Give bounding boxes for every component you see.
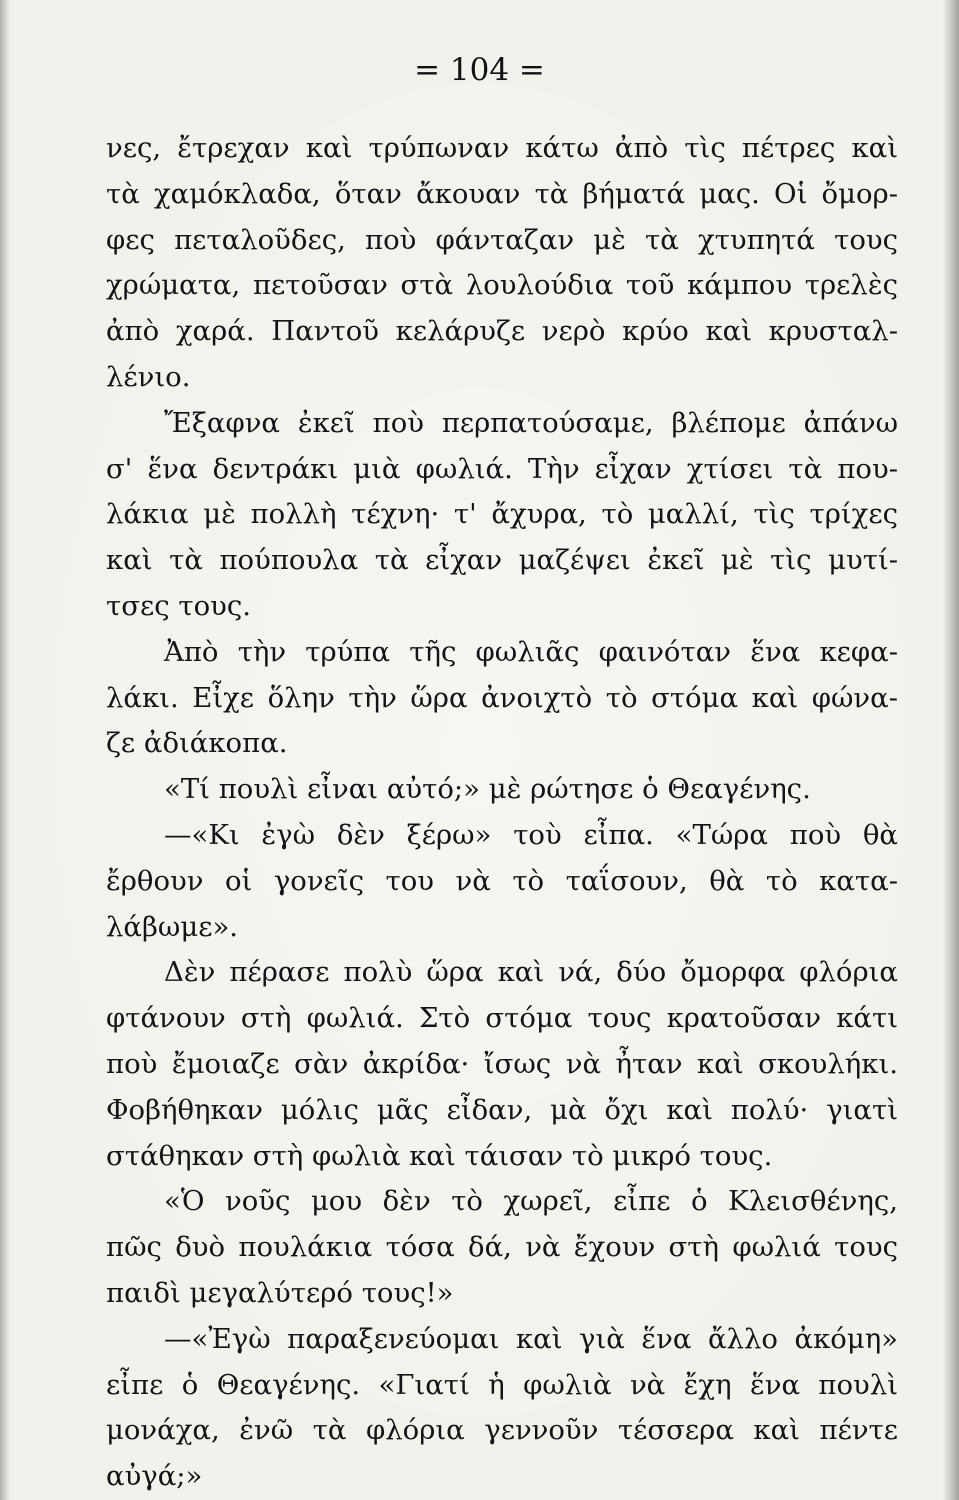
text-line: ἔρθουν οἱ γονεῖς του νὰ τὸ ταΐσουν, θὰ τὸ κατα-	[106, 864, 898, 897]
text-line: ἀπὸ χαρά. Παντοῦ κελάρυζε νερὸ κρύο καὶ κρυσταλ-	[106, 315, 898, 348]
text-line: στάθηκαν στὴ φωλιὰ καὶ τάισαν τὸ μικρό τους.	[106, 1139, 773, 1172]
text-line: εἶπε ὁ Θεαγένης. «Γιατί ἡ φωλιὰ νὰ ἔχη ἕνα πουλὶ	[106, 1368, 898, 1401]
text-line: Ἔξαφνα ἐκεῖ ποὺ περπατούσαμε, βλέπομε ἀπάνω	[164, 406, 898, 439]
text-line: «Ὁ νοῦς μου δὲν τὸ χωρεῖ, εἶπε ὁ Κλεισθένης,	[164, 1185, 898, 1218]
text-line: αὐγά;»	[106, 1460, 203, 1493]
text-line: σ' ἕνα δεντράκι μιὰ φωλιά. Τὴν εἶχαν χτίσει τὰ που-	[106, 452, 898, 485]
text-line: τὰ χαμόκλαδα, ὅταν ἄκουαν τὰ βήματά μας. Οἱ ὄμορ-	[106, 177, 898, 210]
text-line: παιδὶ μεγαλύτερό τους!»	[106, 1276, 454, 1309]
text-line: «Τί πουλὶ εἶναι αὐτό;» μὲ ρώτησε ὁ Θεαγένης.	[164, 773, 811, 806]
text-line: φτάνουν στὴ φωλιά. Στὸ στόμα τους κρατοῦσαν κάτι	[106, 1002, 898, 1035]
text-line: ζε ἀδιάκοπα.	[106, 727, 288, 760]
page-edge-shadow-right	[943, 0, 959, 1500]
text-line: μονάχα, ἐνῶ τὰ φλόρια γεννοῦν τέσσερα καὶ πέντε	[106, 1414, 898, 1447]
text-line: λάκι. Εἶχε ὅλην τὴν ὥρα ἀνοιχτὸ τὸ στόμα καὶ φώνα-	[106, 681, 898, 714]
text-line: Δὲν πέρασε πολὺ ὥρα καὶ νά, δύο ὄμορφα φλόρια	[164, 956, 898, 989]
text-line: καὶ τὰ πούπουλα τὰ εἶχαν μαζέψει ἐκεῖ μὲ τὶς μυτί-	[106, 544, 898, 577]
page-edge-shadow-left	[0, 0, 10, 1500]
text-line: Ἀπὸ τὴν τρύπα τῆς φωλιᾶς φαινόταν ἕνα κεφα-	[164, 635, 898, 668]
text-line: πῶς δυὸ πουλάκια τόσα δά, νὰ ἔχουν στὴ φωλιά τους	[106, 1231, 898, 1264]
text-line: λάκια μὲ πολλὴ τέχνη· τ' ἄχυρα, τὸ μαλλί, τὶς τρίχες	[106, 498, 898, 531]
body-text	[106, 126, 898, 1500]
text-line: φες πεταλοῦδες, ποὺ φάνταζαν μὲ τὰ χτυπητά τους	[106, 223, 898, 256]
text-line: Φοβήθηκαν μόλις μᾶς εἶδαν, μὰ ὄχι καὶ πολύ· γιατὶ	[106, 1093, 898, 1126]
text-line: νες, ἔτρεχαν καὶ τρύπωναν κάτω ἀπὸ τὶς πέτρες καὶ	[106, 132, 898, 164]
page-number: = 104 =	[414, 52, 545, 88]
text-line: λένιο.	[106, 360, 191, 393]
text-line: —«Ἐγὼ παραξενεύομαι καὶ γιὰ ἕνα ἄλλο ἀκόμη»	[164, 1322, 898, 1355]
text-line: λάβωμε».	[106, 910, 239, 943]
text-line: τσες τους.	[106, 589, 252, 622]
text-line: ποὺ ἔμοιαζε σὰν ἀκρίδα· ἴσως νὰ ἦταν καὶ σκουλήκι.	[106, 1047, 898, 1080]
text-line: χρώματα, πετοῦσαν στὰ λουλούδια τοῦ κάμπου τρελὲς	[106, 269, 898, 302]
text-line: —«Κι ἐγὼ δὲν ξέρω» τοὺ εἶπα. «Τώρα ποὺ θὰ	[164, 818, 898, 851]
